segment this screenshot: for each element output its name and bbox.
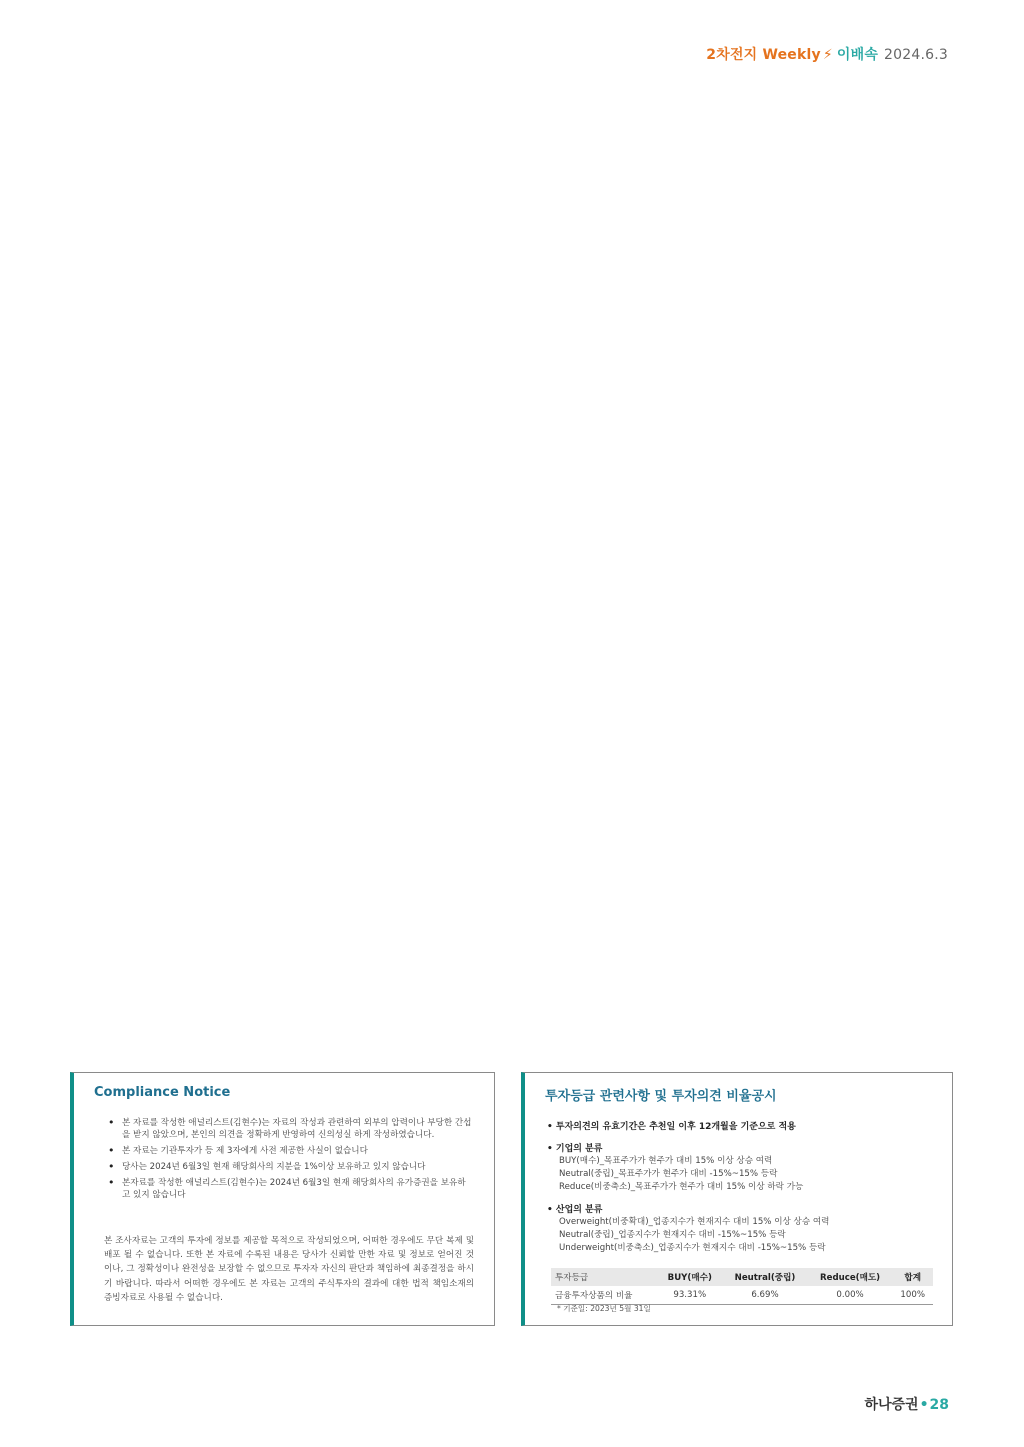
report-date: 2024.6.3 [884,47,948,63]
company-line: BUY(매수)_목표주가가 현주가 대비 15% 이상 상승 여력 [559,1156,773,1166]
industry-line: Neutral(중립)_업종지수가 현재지수 대비 -15%~15% 등락 [559,1230,786,1240]
company-line: Neutral(중립)_목표주가가 현주가 대비 -15%~15% 등락 [559,1169,778,1179]
page-footer [864,1394,949,1414]
compliance-bullet: • 당사는 2024년 6월3일 현재 해당회사의 지분을 1%이상 보유하고 있지 않습니다 [108,1161,472,1173]
table-cell: 6.69% [722,1286,807,1305]
company-heading: • 기업의 분류 [547,1141,603,1154]
table-cell: 93.31% [657,1286,722,1305]
ratings-disclosure-box [521,1072,953,1326]
company-line: Reduce(비중축소)_목표주가가 현주가 대비 15% 이상 하락 가능 [559,1182,804,1192]
ratings-table [551,1268,933,1305]
table-row [551,1286,933,1305]
table-cell: 금융투자상품의 비율 [551,1286,657,1305]
compliance-paragraph: 본 조사자료는 고객의 투자에 정보를 제공할 목적으로 작성되었으며, 어떠한 경우에도 무단 복제 및 배포 될 수 없습니다. 또한 본 자료에 수록된 내용은 당사가 신뢰할 만한 자료 및 정보로 얻어진 것이나, 그 정확성이나 완전성을 보장할 수 없으므로 투자자 자신의 판단과 책임하에 최종결정을 하시기 바랍니다. 따라서 어떠한 경우에도 본 자료는 고객의 주식투자의 결과에 대한 법적 책임소재의 증빙자료로 사용될 수 없습니다. [104,1236,474,1303]
report-header [706,44,948,64]
table-header-row [551,1268,933,1286]
compliance-bullet: • 본 자료는 기관투자가 등 제 3자에게 사전 제공한 사실이 없습니다 [108,1145,472,1157]
compliance-notice-box [70,1072,495,1326]
company-logo-text: 하나증권 [864,1397,919,1413]
industry-line: Underweight(비중축소)_업종지수가 현재지수 대비 -15%~15% 등락 [559,1243,826,1253]
lightning-icon: ⚡ [822,47,833,63]
compliance-bullet-list [108,1117,472,1205]
author-name: 이배속 [836,47,879,63]
validity-item: • 투자의견의 유효기간은 추천일 이후 12개월을 기준으로 적용 [547,1119,796,1132]
table-header-cell: BUY(매수) [657,1268,722,1286]
table-header-cell: Reduce(매도) [808,1268,893,1286]
separator-dot: • [919,1397,929,1413]
table-cell: 0.00% [808,1286,893,1305]
industry-heading: • 산업의 분류 [547,1202,603,1215]
table-header-cell: 투자등급 [551,1268,657,1286]
industry-line: Overweight(비중확대)_업종지수가 현재지수 대비 15% 이상 상승 여력 [559,1217,830,1227]
ratings-title: 투자등급 관련사항 및 투자의견 비율공시 [545,1089,777,1104]
table-cell: 100% [892,1286,933,1305]
table-footnote: * 기준일: 2023년 5월 31일 [557,1304,651,1313]
table-header-cell: 합계 [892,1268,933,1286]
page-number: 28 [929,1397,949,1413]
compliance-title: Compliance Notice [94,1085,231,1100]
compliance-bullet: • 본자료를 작성한 애널리스트(김현수)는 2024년 6월3일 현재 해당회사의 유가증권을 보유하고 있지 않습니다 [108,1177,472,1201]
table-header-cell: Neutral(중립) [722,1268,807,1286]
series-title: 2차전지 Weekly [706,47,821,63]
compliance-bullet: • 본 자료를 작성한 애널리스트(김현수)는 자료의 작성과 관련하여 외부의 압력이나 부당한 간섭을 받지 않았으며, 본인의 의견을 정확하게 반영하여 신의성실 하게 작성하였습니다. [108,1117,472,1141]
